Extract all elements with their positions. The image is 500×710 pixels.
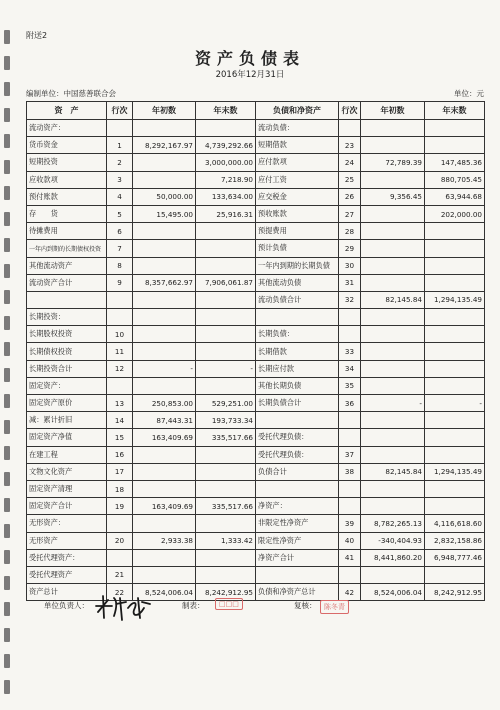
binding-hole bbox=[4, 550, 10, 564]
asset-line-no bbox=[107, 515, 133, 532]
liability-name: 短期借款 bbox=[256, 137, 339, 154]
binding-hole bbox=[4, 654, 10, 668]
attachment-label: 附送2 bbox=[26, 31, 48, 40]
liability-end-value bbox=[425, 566, 485, 583]
liability-name: 一年内到期的长期负债 bbox=[256, 257, 339, 274]
table-row bbox=[27, 343, 485, 360]
binding-hole bbox=[4, 368, 10, 382]
asset-name: 固定资产清理 bbox=[27, 480, 107, 497]
asset-begin-value bbox=[133, 377, 196, 394]
liability-line-no bbox=[339, 309, 361, 326]
asset-name: 减：累计折旧 bbox=[27, 412, 107, 429]
liability-line-no bbox=[339, 480, 361, 497]
table-row bbox=[27, 395, 485, 412]
asset-end-value: 335,517.66 bbox=[196, 498, 256, 515]
liability-end-value: 63,944.68 bbox=[425, 188, 485, 205]
asset-begin-value: 50,000.00 bbox=[133, 188, 196, 205]
column-header: 年初数 bbox=[133, 102, 196, 120]
asset-end-value bbox=[196, 291, 256, 308]
asset-begin-value bbox=[133, 480, 196, 497]
asset-begin-value bbox=[133, 291, 196, 308]
binding-hole bbox=[4, 394, 10, 408]
liability-name: 非限定性净资产 bbox=[256, 515, 339, 532]
liability-end-value: 202,000.00 bbox=[425, 205, 485, 222]
liability-begin-value: -340,404.93 bbox=[361, 532, 425, 549]
liability-end-value: 8,242,912.95 bbox=[425, 584, 485, 601]
column-header: 行次 bbox=[339, 102, 361, 120]
liability-begin-value bbox=[361, 274, 425, 291]
table-row bbox=[27, 291, 485, 308]
liability-end-value bbox=[425, 446, 485, 463]
binding-hole bbox=[4, 30, 10, 44]
asset-line-no: 5 bbox=[107, 205, 133, 222]
asset-line-no: 12 bbox=[107, 360, 133, 377]
org-label: 编制单位：中国慈善联合会 bbox=[26, 89, 116, 98]
asset-end-value: 335,517.66 bbox=[196, 429, 256, 446]
liability-begin-value bbox=[361, 498, 425, 515]
liability-begin-value: 82,145.84 bbox=[361, 463, 425, 480]
binding-hole bbox=[4, 160, 10, 174]
binding-hole bbox=[4, 602, 10, 616]
asset-name: 受托代理资产： bbox=[27, 549, 107, 566]
liability-begin-value bbox=[361, 412, 425, 429]
table-row bbox=[27, 274, 485, 291]
liability-name: 受托代理负债： bbox=[256, 446, 339, 463]
liability-begin-value bbox=[361, 205, 425, 222]
liability-end-value bbox=[425, 257, 485, 274]
binding-hole bbox=[4, 82, 10, 96]
liability-line-no: 23 bbox=[339, 137, 361, 154]
asset-end-value bbox=[196, 549, 256, 566]
asset-begin-value bbox=[133, 326, 196, 343]
asset-begin-value bbox=[133, 309, 196, 326]
preparer-stamp: □□□ bbox=[215, 598, 243, 610]
liability-end-value: - bbox=[425, 395, 485, 412]
liability-end-value: 2,832,158.86 bbox=[425, 532, 485, 549]
asset-name: 待摊费用 bbox=[27, 223, 107, 240]
liability-line-no: 41 bbox=[339, 549, 361, 566]
asset-begin-value bbox=[133, 446, 196, 463]
liability-name: 流动负债： bbox=[256, 120, 339, 137]
liability-line-no bbox=[339, 498, 361, 515]
asset-name: 流动资产合计 bbox=[27, 274, 107, 291]
currency-unit: 单位：元 bbox=[454, 89, 484, 98]
asset-end-value: 25,916.31 bbox=[196, 205, 256, 222]
liability-name: 应交税金 bbox=[256, 188, 339, 205]
liability-name: 长期借款 bbox=[256, 343, 339, 360]
liability-end-value bbox=[425, 137, 485, 154]
liability-begin-value bbox=[361, 480, 425, 497]
column-header: 年末数 bbox=[196, 102, 256, 120]
binding-hole bbox=[4, 238, 10, 252]
asset-begin-value bbox=[133, 463, 196, 480]
binding-hole bbox=[4, 134, 10, 148]
liability-line-no: 27 bbox=[339, 205, 361, 222]
liability-name: 受托代理负债： bbox=[256, 429, 339, 446]
asset-end-value bbox=[196, 446, 256, 463]
asset-line-no bbox=[107, 120, 133, 137]
liability-line-no: 39 bbox=[339, 515, 361, 532]
liability-begin-value: 9,356.45 bbox=[361, 188, 425, 205]
asset-begin-value bbox=[133, 257, 196, 274]
report-date: 2016年12月31日 bbox=[215, 70, 285, 80]
asset-end-value bbox=[196, 377, 256, 394]
asset-line-no bbox=[107, 377, 133, 394]
liability-line-no: 31 bbox=[339, 274, 361, 291]
table-row bbox=[27, 515, 485, 532]
liability-begin-value: 8,782,265.13 bbox=[361, 515, 425, 532]
asset-line-no: 11 bbox=[107, 343, 133, 360]
liability-line-no: 28 bbox=[339, 223, 361, 240]
asset-line-no: 16 bbox=[107, 446, 133, 463]
liability-begin-value bbox=[361, 257, 425, 274]
liability-name: 净资产： bbox=[256, 498, 339, 515]
asset-end-value: 4,739,292.66 bbox=[196, 137, 256, 154]
asset-line-no: 9 bbox=[107, 274, 133, 291]
liability-line-no: 38 bbox=[339, 463, 361, 480]
liability-end-value bbox=[425, 274, 485, 291]
asset-begin-value: 15,495.00 bbox=[133, 205, 196, 222]
liability-line-no: 30 bbox=[339, 257, 361, 274]
asset-line-no: 19 bbox=[107, 498, 133, 515]
reviewer-stamp: 陈冬青 bbox=[320, 600, 349, 614]
liability-name: 负债和净资产总计 bbox=[256, 584, 339, 601]
asset-end-value bbox=[196, 240, 256, 257]
table-row bbox=[27, 171, 485, 188]
asset-line-no: 1 bbox=[107, 137, 133, 154]
asset-begin-value: 8,357,662.97 bbox=[133, 274, 196, 291]
liability-name: 其他流动负债 bbox=[256, 274, 339, 291]
asset-line-no: 22 bbox=[107, 584, 133, 601]
asset-name: 其他流动资产 bbox=[27, 257, 107, 274]
liability-name: 预收账款 bbox=[256, 205, 339, 222]
liability-end-value bbox=[425, 480, 485, 497]
asset-end-value: - bbox=[196, 360, 256, 377]
asset-line-no: 6 bbox=[107, 223, 133, 240]
binding-hole bbox=[4, 498, 10, 512]
liability-begin-value: 82,145.84 bbox=[361, 291, 425, 308]
liability-name: 应付工资 bbox=[256, 171, 339, 188]
asset-end-value: 3,000,000.00 bbox=[196, 154, 256, 171]
asset-begin-value: 87,443.31 bbox=[133, 412, 196, 429]
liability-name bbox=[256, 309, 339, 326]
asset-end-value bbox=[196, 257, 256, 274]
liability-name bbox=[256, 480, 339, 497]
binding-hole bbox=[4, 446, 10, 460]
liability-begin-value bbox=[361, 360, 425, 377]
asset-name: 文物文化资产 bbox=[27, 463, 107, 480]
balance-sheet-table bbox=[26, 101, 485, 601]
liability-end-value: 6,948,777.46 bbox=[425, 549, 485, 566]
table-row bbox=[27, 463, 485, 480]
asset-begin-value bbox=[133, 515, 196, 532]
asset-name: 短期投资 bbox=[27, 154, 107, 171]
binding-hole bbox=[4, 524, 10, 538]
asset-name: 长期股权投资 bbox=[27, 326, 107, 343]
asset-begin-value: 163,409.69 bbox=[133, 498, 196, 515]
asset-name: 货币资金 bbox=[27, 137, 107, 154]
liability-end-value: 1,294,135.49 bbox=[425, 291, 485, 308]
asset-name: 受托代理资产 bbox=[27, 566, 107, 583]
liability-end-value bbox=[425, 498, 485, 515]
liability-name: 预提费用 bbox=[256, 223, 339, 240]
liability-name bbox=[256, 566, 339, 583]
asset-line-no bbox=[107, 291, 133, 308]
liability-end-value bbox=[425, 120, 485, 137]
asset-name: 应收款项 bbox=[27, 171, 107, 188]
liability-line-no bbox=[339, 429, 361, 446]
binding-hole bbox=[4, 186, 10, 200]
handwritten-signature bbox=[94, 592, 154, 624]
reviewer-label: 复核： bbox=[294, 601, 317, 610]
table-row bbox=[27, 360, 485, 377]
liability-name: 流动负债合计 bbox=[256, 291, 339, 308]
asset-end-value bbox=[196, 326, 256, 343]
table-row bbox=[27, 566, 485, 583]
asset-end-value bbox=[196, 515, 256, 532]
asset-end-value bbox=[196, 120, 256, 137]
liability-end-value bbox=[425, 309, 485, 326]
liability-begin-value bbox=[361, 377, 425, 394]
liability-begin-value bbox=[361, 171, 425, 188]
asset-begin-value: 250,853.00 bbox=[133, 395, 196, 412]
asset-end-value: 7,906,061.87 bbox=[196, 274, 256, 291]
liability-name: 长期负债： bbox=[256, 326, 339, 343]
table-row bbox=[27, 446, 485, 463]
liability-end-value: 147,485.36 bbox=[425, 154, 485, 171]
asset-name: 长期投资合计 bbox=[27, 360, 107, 377]
asset-end-value: 7,218.90 bbox=[196, 171, 256, 188]
asset-begin-value: - bbox=[133, 360, 196, 377]
liability-line-no: 33 bbox=[339, 343, 361, 360]
binding-hole bbox=[4, 680, 10, 694]
asset-name: 在建工程 bbox=[27, 446, 107, 463]
liability-line-no bbox=[339, 412, 361, 429]
asset-end-value bbox=[196, 309, 256, 326]
asset-line-no: 3 bbox=[107, 171, 133, 188]
binding-hole bbox=[4, 212, 10, 226]
liability-line-no: 26 bbox=[339, 188, 361, 205]
liability-line-no: 25 bbox=[339, 171, 361, 188]
asset-line-no: 13 bbox=[107, 395, 133, 412]
binding-hole bbox=[4, 420, 10, 434]
liability-begin-value bbox=[361, 223, 425, 240]
liability-begin-value bbox=[361, 120, 425, 137]
liability-name: 应付款项 bbox=[256, 154, 339, 171]
binding-hole bbox=[4, 290, 10, 304]
asset-name: 长期投资： bbox=[27, 309, 107, 326]
binding-hole bbox=[4, 472, 10, 486]
asset-name: 预付账款 bbox=[27, 188, 107, 205]
signature-footer bbox=[26, 600, 484, 640]
column-header: 年初数 bbox=[361, 102, 425, 120]
asset-begin-value bbox=[133, 171, 196, 188]
column-header: 资 产 bbox=[27, 102, 107, 120]
asset-begin-value bbox=[133, 566, 196, 583]
asset-end-value: 529,251.00 bbox=[196, 395, 256, 412]
asset-line-no bbox=[107, 549, 133, 566]
asset-line-no bbox=[107, 309, 133, 326]
liability-begin-value bbox=[361, 326, 425, 343]
asset-line-no: 2 bbox=[107, 154, 133, 171]
asset-end-value bbox=[196, 223, 256, 240]
asset-end-value bbox=[196, 566, 256, 583]
asset-line-no: 4 bbox=[107, 188, 133, 205]
liability-begin-value bbox=[361, 566, 425, 583]
liability-begin-value: 72,789.39 bbox=[361, 154, 425, 171]
liability-line-no bbox=[339, 120, 361, 137]
asset-line-no: 14 bbox=[107, 412, 133, 429]
asset-name: 资产总计 bbox=[27, 584, 107, 601]
binding-hole bbox=[4, 108, 10, 122]
liability-name bbox=[256, 412, 339, 429]
liability-line-no: 40 bbox=[339, 532, 361, 549]
asset-line-no: 17 bbox=[107, 463, 133, 480]
leader-label: 单位负责人： bbox=[44, 601, 89, 610]
liability-begin-value bbox=[361, 343, 425, 360]
table-row bbox=[27, 549, 485, 566]
asset-name: 一年内到期的长期债权投资 bbox=[27, 240, 107, 257]
table-row bbox=[27, 429, 485, 446]
asset-begin-value bbox=[133, 343, 196, 360]
table-row bbox=[27, 326, 485, 343]
asset-line-no: 10 bbox=[107, 326, 133, 343]
table-header-row bbox=[27, 102, 485, 120]
liability-begin-value bbox=[361, 309, 425, 326]
asset-begin-value: 8,524,006.04 bbox=[133, 584, 196, 601]
column-header: 行次 bbox=[107, 102, 133, 120]
liability-name: 其他长期负债 bbox=[256, 377, 339, 394]
liability-end-value bbox=[425, 326, 485, 343]
preparer-label: 制表： bbox=[182, 601, 205, 610]
liability-begin-value: 8,441,860.20 bbox=[361, 549, 425, 566]
liability-line-no: 37 bbox=[339, 446, 361, 463]
asset-end-value bbox=[196, 343, 256, 360]
binding-hole bbox=[4, 342, 10, 356]
table-row bbox=[27, 240, 485, 257]
asset-name: 长期债权投资 bbox=[27, 343, 107, 360]
liability-line-no: 32 bbox=[339, 291, 361, 308]
liability-begin-value bbox=[361, 446, 425, 463]
asset-name bbox=[27, 291, 107, 308]
liability-end-value: 1,294,135.49 bbox=[425, 463, 485, 480]
liability-name: 净资产合计 bbox=[256, 549, 339, 566]
asset-end-value bbox=[196, 463, 256, 480]
liability-end-value bbox=[425, 223, 485, 240]
table-row bbox=[27, 412, 485, 429]
asset-name: 存 货 bbox=[27, 205, 107, 222]
asset-begin-value bbox=[133, 154, 196, 171]
asset-begin-value: 2,933.38 bbox=[133, 532, 196, 549]
liability-begin-value: 8,524,006.04 bbox=[361, 584, 425, 601]
liability-line-no: 24 bbox=[339, 154, 361, 171]
binding-hole bbox=[4, 264, 10, 278]
binding-holes bbox=[4, 30, 12, 700]
column-header: 负债和净资产 bbox=[256, 102, 339, 120]
liability-end-value bbox=[425, 377, 485, 394]
table-row bbox=[27, 223, 485, 240]
asset-line-no: 20 bbox=[107, 532, 133, 549]
liability-name: 长期应付款 bbox=[256, 360, 339, 377]
liability-line-no: 42 bbox=[339, 584, 361, 601]
liability-begin-value bbox=[361, 240, 425, 257]
asset-name: 流动资产： bbox=[27, 120, 107, 137]
table-row bbox=[27, 532, 485, 549]
asset-begin-value bbox=[133, 240, 196, 257]
liability-name: 限定性净资产 bbox=[256, 532, 339, 549]
binding-hole bbox=[4, 576, 10, 590]
liability-begin-value: - bbox=[361, 395, 425, 412]
asset-end-value bbox=[196, 480, 256, 497]
liability-end-value bbox=[425, 343, 485, 360]
liability-line-no: 35 bbox=[339, 377, 361, 394]
liability-line-no bbox=[339, 566, 361, 583]
table-row bbox=[27, 188, 485, 205]
asset-line-no: 18 bbox=[107, 480, 133, 497]
liability-line-no: 36 bbox=[339, 395, 361, 412]
asset-begin-value bbox=[133, 120, 196, 137]
asset-line-no: 7 bbox=[107, 240, 133, 257]
asset-begin-value: 163,409.69 bbox=[133, 429, 196, 446]
liability-line-no bbox=[339, 326, 361, 343]
liability-end-value: 880,705.45 bbox=[425, 171, 485, 188]
table-row bbox=[27, 257, 485, 274]
liability-name: 长期负债合计 bbox=[256, 395, 339, 412]
asset-end-value: 1,333.42 bbox=[196, 532, 256, 549]
liability-begin-value bbox=[361, 137, 425, 154]
asset-name: 固定资产原价 bbox=[27, 395, 107, 412]
liability-end-value bbox=[425, 412, 485, 429]
asset-end-value: 193,733.34 bbox=[196, 412, 256, 429]
table-row bbox=[27, 205, 485, 222]
liability-name: 负债合计 bbox=[256, 463, 339, 480]
liability-begin-value bbox=[361, 429, 425, 446]
liability-line-no: 29 bbox=[339, 240, 361, 257]
column-header: 年末数 bbox=[425, 102, 485, 120]
asset-begin-value bbox=[133, 223, 196, 240]
table-row bbox=[27, 120, 485, 137]
liability-end-value bbox=[425, 360, 485, 377]
table-row bbox=[27, 309, 485, 326]
asset-name: 无形资产： bbox=[27, 515, 107, 532]
table-row bbox=[27, 154, 485, 171]
table-row bbox=[27, 498, 485, 515]
page-title: 资产负债表 bbox=[194, 49, 305, 68]
asset-end-value: 8,242,912.95 bbox=[196, 584, 256, 601]
binding-hole bbox=[4, 628, 10, 642]
liability-end-value: 4,116,618.60 bbox=[425, 515, 485, 532]
liability-end-value bbox=[425, 429, 485, 446]
asset-name: 固定资产合计 bbox=[27, 498, 107, 515]
asset-name: 固定资产净值 bbox=[27, 429, 107, 446]
liability-end-value bbox=[425, 240, 485, 257]
liability-name: 预计负债 bbox=[256, 240, 339, 257]
table-row bbox=[27, 137, 485, 154]
table-row bbox=[27, 480, 485, 497]
asset-name: 固定资产： bbox=[27, 377, 107, 394]
asset-begin-value: 8,292,167.97 bbox=[133, 137, 196, 154]
asset-line-no: 21 bbox=[107, 566, 133, 583]
asset-begin-value bbox=[133, 549, 196, 566]
binding-hole bbox=[4, 316, 10, 330]
asset-line-no: 8 bbox=[107, 257, 133, 274]
asset-end-value: 133,634.00 bbox=[196, 188, 256, 205]
table-row bbox=[27, 377, 485, 394]
liability-line-no: 34 bbox=[339, 360, 361, 377]
asset-line-no: 15 bbox=[107, 429, 133, 446]
asset-name: 无形资产 bbox=[27, 532, 107, 549]
